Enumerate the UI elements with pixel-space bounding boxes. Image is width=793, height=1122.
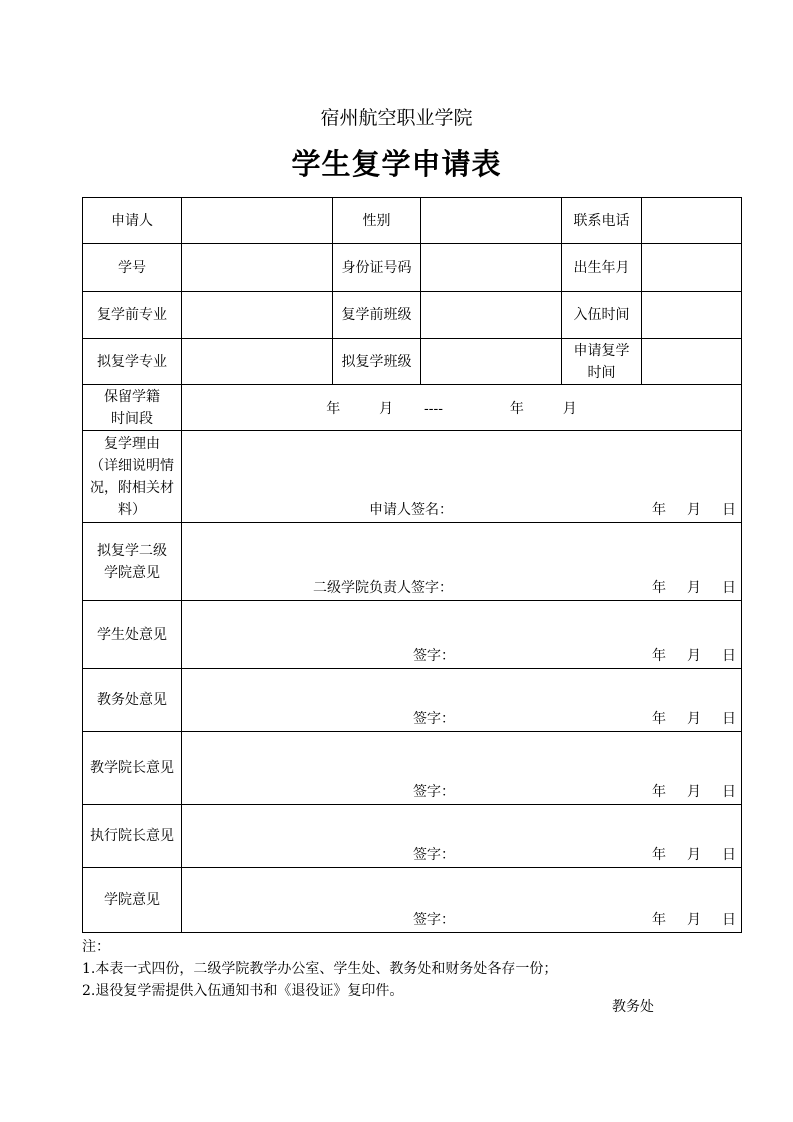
date-day: 日	[722, 847, 736, 863]
student-id-label: 学号	[83, 244, 182, 292]
college-opinion-label	[83, 523, 182, 601]
table-row	[83, 198, 742, 244]
gender-field[interactable]	[421, 198, 562, 244]
start-year-unit: 年	[326, 400, 341, 417]
note-2: 2.退役复学需提供入伍通知书和《退役证》复印件。	[82, 983, 404, 999]
resume-time-field[interactable]	[642, 339, 742, 385]
college-head-signature-label: 二级学院负责人签字：	[313, 580, 453, 596]
date-year: 年	[652, 912, 666, 928]
date-month: 月	[687, 912, 701, 928]
prev-class-field[interactable]	[421, 292, 562, 339]
phone-label: 联系电话	[562, 198, 642, 244]
table-row	[83, 339, 742, 385]
academic-affairs-field[interactable]	[182, 669, 742, 732]
application-table	[82, 197, 742, 933]
executive-dean-field[interactable]	[182, 805, 742, 868]
date-day: 日	[722, 648, 736, 664]
teaching-dean-field[interactable]	[182, 732, 742, 805]
date-year: 年	[652, 580, 666, 596]
resume-time-label	[562, 339, 642, 385]
new-major-field[interactable]	[182, 339, 333, 385]
date-day: 日	[722, 784, 736, 800]
date-day: 日	[722, 711, 736, 727]
new-class-field[interactable]	[421, 339, 562, 385]
reason-label	[83, 431, 182, 523]
enlist-time-field[interactable]	[642, 292, 742, 339]
notes	[82, 936, 557, 1002]
college-final-label: 学院意见	[83, 868, 182, 933]
start-month-unit: 月	[379, 400, 394, 417]
reason-label-line4: 料）	[118, 502, 146, 518]
signature-label: 签字：	[413, 648, 455, 664]
school-name: 宿州航空职业学院	[320, 107, 473, 129]
table-row	[83, 805, 742, 868]
date-month: 月	[687, 580, 701, 596]
table-row	[83, 292, 742, 339]
student-id-field[interactable]	[182, 244, 333, 292]
prev-major-label: 复学前专业	[83, 292, 182, 339]
notes-heading: 注：	[82, 939, 110, 955]
table-row	[83, 385, 742, 431]
signature-label: 签字：	[413, 912, 455, 928]
resume-time-label-line1: 申请复学	[573, 342, 630, 359]
reserve-period-label-line2: 时间段	[111, 410, 153, 427]
enlist-time-label: 入伍时间	[562, 292, 642, 339]
signature-label: 签字：	[413, 711, 455, 727]
applicant-field[interactable]	[182, 198, 333, 244]
new-class-label: 拟复学班级	[333, 339, 421, 385]
prev-major-field[interactable]	[182, 292, 333, 339]
issuing-office: 教务处	[612, 999, 654, 1015]
signature-label: 签字：	[413, 784, 455, 800]
college-final-field[interactable]	[182, 868, 742, 933]
date-year: 年	[652, 784, 666, 800]
date-year: 年	[652, 847, 666, 863]
date-month: 月	[687, 648, 701, 664]
reason-label-line2: （详细说明情	[90, 458, 174, 474]
applicant-label: 申请人	[83, 198, 182, 244]
reserve-period-field[interactable]	[182, 385, 742, 431]
date-year: 年	[652, 648, 666, 664]
id-number-label: 身份证号码	[333, 244, 421, 292]
date-day: 日	[722, 502, 736, 518]
table-row	[83, 244, 742, 292]
table-row	[83, 523, 742, 601]
end-month-unit: 月	[562, 400, 577, 417]
teaching-dean-label: 教学院长意见	[83, 732, 182, 805]
end-year-unit: 年	[509, 400, 524, 417]
applicant-signature-label: 申请人签名：	[369, 502, 453, 518]
date-year: 年	[652, 711, 666, 727]
reserve-period-label-line1: 保留学籍	[104, 388, 160, 405]
table-row	[83, 868, 742, 933]
new-major-label: 拟复学专业	[83, 339, 182, 385]
student-affairs-label: 学生处意见	[83, 601, 182, 669]
gender-label: 性别	[333, 198, 421, 244]
date-year: 年	[652, 502, 666, 518]
academic-affairs-label: 教务处意见	[83, 669, 182, 732]
student-affairs-field[interactable]	[182, 601, 742, 669]
period-dash: ----	[424, 400, 443, 417]
table-row	[83, 431, 742, 523]
reason-label-line1: 复学理由	[104, 436, 160, 452]
table-row	[83, 732, 742, 805]
prev-class-label: 复学前班级	[333, 292, 421, 339]
date-day: 日	[722, 912, 736, 928]
executive-dean-label: 执行院长意见	[83, 805, 182, 868]
form-title: 学生复学申请表	[291, 147, 502, 181]
date-day: 日	[722, 580, 736, 596]
college-opinion-label-line2: 学院意见	[104, 564, 160, 581]
reason-field[interactable]	[182, 431, 742, 523]
college-opinion-label-line1: 拟复学二级	[97, 542, 167, 559]
note-1: 1.本表一式四份，二级学院教学办公室、学生处、教务处和财务处各存一份；	[82, 961, 558, 977]
date-month: 月	[687, 502, 701, 518]
signature-label: 签字：	[413, 847, 455, 863]
table-row	[83, 669, 742, 732]
phone-field[interactable]	[642, 198, 742, 244]
college-opinion-field[interactable]	[182, 523, 742, 601]
table-row	[83, 601, 742, 669]
date-month: 月	[687, 711, 701, 727]
reserve-period-label	[83, 385, 182, 431]
date-month: 月	[687, 784, 701, 800]
birth-label: 出生年月	[562, 244, 642, 292]
date-month: 月	[687, 847, 701, 863]
resume-time-label-line2: 时间	[587, 364, 616, 381]
reason-label-line3: 况，附相关材	[90, 480, 174, 496]
id-number-field[interactable]	[421, 244, 562, 292]
birth-field[interactable]	[642, 244, 742, 292]
